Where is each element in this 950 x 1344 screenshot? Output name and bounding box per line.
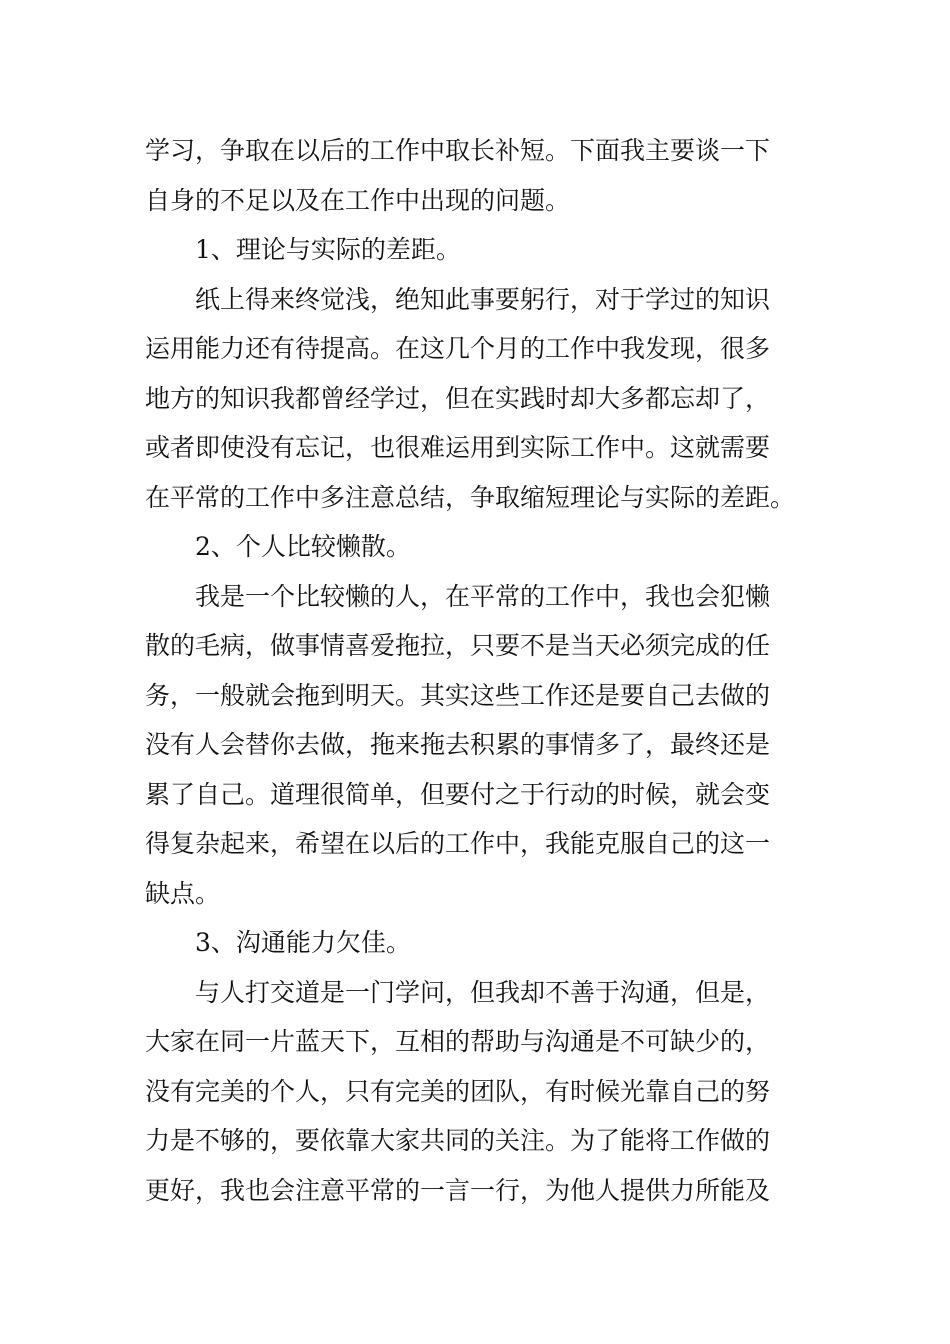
text-line: 自身的不足以及在工作中出现的问题。	[145, 185, 571, 215]
text-line: 没有人会替你去做，拖来拖去积累的事情多了，最终还是	[145, 730, 771, 759]
text-line: 运用能力还有待提高。在这几个月的工作中我发现，很多	[145, 334, 771, 363]
text-line: 地方的知识我都曾经学过，但在实践时却大多都忘却了，	[145, 383, 771, 413]
text-line: 我是一个比较懒的人，在平常的工作中，我也会犯懒	[195, 581, 771, 611]
section-heading: 2、个人比较懒散。	[195, 532, 411, 561]
section-heading: 1、理论与实际的差距。	[195, 235, 461, 264]
section-heading: 3、沟通能力欠佳。	[195, 928, 411, 957]
text-line: 纸上得来终觉浅，绝知此事要躬行，对于学过的知识	[195, 284, 771, 314]
text-line: 散的毛病，做事情喜爱拖拉，只要不是当天必须完成的任	[145, 631, 771, 660]
text-line: 得复杂起来，希望在以后的工作中，我能克服自己的这一	[145, 829, 771, 858]
text-line: 在平常的工作中多注意总结，争取缩短理论与实际的差距。	[145, 482, 796, 512]
text-line: 大家在同一片蓝天下，互相的帮助与沟通是不可缺少的，	[145, 1027, 771, 1056]
text-line: 累了自己。道理很简单，但要付之于行动的时候，就会变	[145, 779, 771, 809]
text-line: 与人打交道是一门学问，但我却不善于沟通，但是，	[195, 977, 771, 1007]
text-line: 缺点。	[145, 878, 221, 908]
text-line: 力是不够的，要依靠大家共同的关注。为了能将工作做的	[145, 1126, 771, 1155]
document-body	[145, 126, 810, 1215]
text-line: 没有完美的个人，只有完美的团队，有时候光靠自己的努	[145, 1076, 771, 1106]
text-line: 务，一般就会拖到明天。其实这些工作还是要自己去做的	[145, 680, 771, 710]
text-line: 或者即使没有忘记，也很难运用到实际工作中。这就需要	[145, 433, 771, 462]
text-line: 更好，我也会注意平常的一言一行，为他人提供力所能及	[145, 1175, 771, 1205]
text-line: 学习，争取在以后的工作中取长补短。下面我主要谈一下	[145, 136, 771, 165]
